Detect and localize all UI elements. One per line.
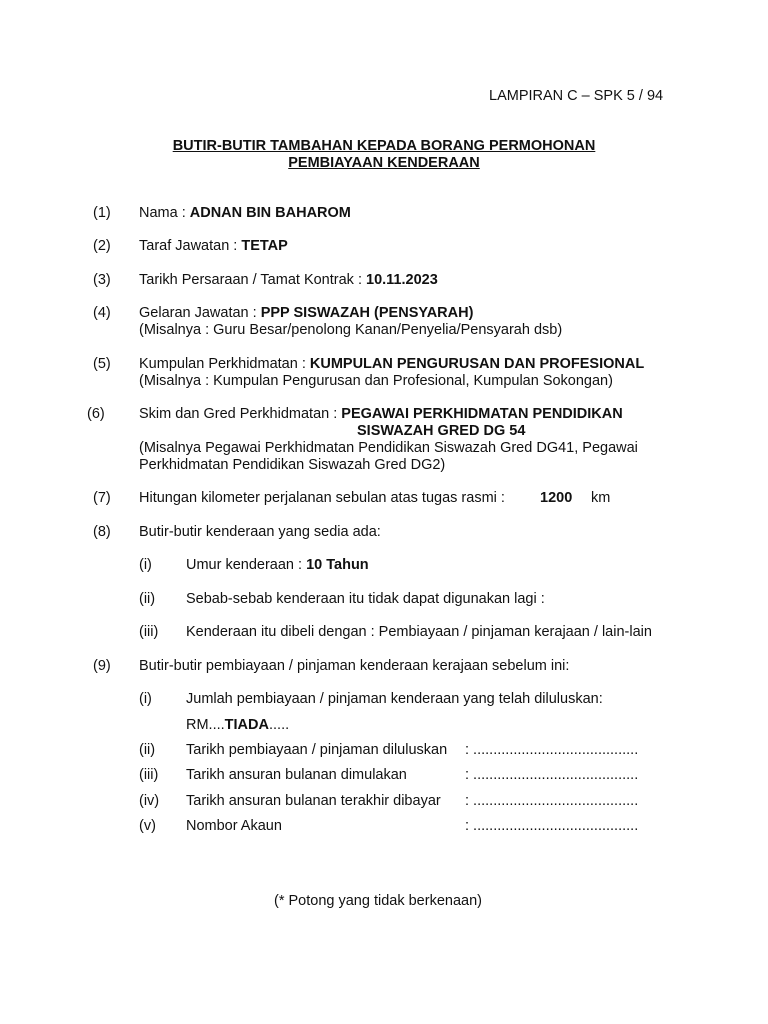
field-label: Skim dan Gred Perkhidmatan : (139, 406, 342, 422)
field-label: Gelaran Jawatan : (139, 305, 261, 321)
sub-item-number: (i) (139, 557, 152, 573)
field-value: PEGAWAI PERKHIDMATAN PENDIDIKAN (341, 406, 623, 422)
sub-item-number: (i) (139, 691, 152, 707)
item-number: (5) (93, 356, 111, 372)
sub-item-nombor-akaun: Nombor Akaun (186, 818, 282, 834)
rm-prefix: RM.... (186, 717, 225, 733)
fill-in-dots: : ......................................... (465, 742, 639, 758)
sub-item-umur-kenderaan (186, 557, 369, 574)
sub-item-ansuran-terakhir: Tarikh ansuran bulanan terakhir dibayar (186, 793, 441, 809)
item-number: (3) (93, 272, 111, 288)
field-value: KUMPULAN PENGURUSAN DAN PROFESIONAL (309, 356, 645, 372)
item-butir-kenderaan: Butir-butir kenderaan yang sedia ada: (139, 524, 381, 540)
sub-item-jumlah-pembiayaan: Jumlah pembiayaan / pinjaman kenderaan yang telah diluluskan: (186, 691, 603, 707)
sub-item-sebab: Sebab-sebab kenderaan itu tidak dapat digunakan lagi : (186, 591, 545, 607)
sub-item-number: (v) (139, 818, 156, 834)
document-title-line2: PEMBIAYAAN KENDERAAN (288, 155, 480, 171)
field-label: Kumpulan Perkhidmatan : (139, 356, 310, 372)
item-number: (2) (93, 238, 111, 254)
item-number: (9) (93, 658, 111, 674)
item-gelaran-jawatan (139, 305, 473, 322)
sub-item-number: (iii) (139, 624, 159, 640)
item-number: (6) (87, 406, 105, 422)
item-nama (139, 205, 351, 222)
field-example-continued: Perkhidmatan Pendidikan Siswazah Gred DG2) (139, 457, 446, 473)
sub-item-tarikh-diluluskan: Tarikh pembiayaan / pinjaman diluluskan (186, 742, 448, 758)
footer-note: (* Potong yang tidak berkenaan) (274, 893, 482, 909)
fill-in-dots: : ......................................... (465, 818, 639, 834)
field-label: Nama : (139, 205, 190, 221)
item-number: (7) (93, 490, 111, 506)
lampiran-reference: LAMPIRAN C – SPK 5 / 94 (489, 88, 664, 104)
field-value: TETAP (241, 238, 288, 254)
field-label: Tarikh Persaraan / Tamat Kontrak : (139, 272, 367, 288)
field-value: PPP SISWAZAH (PENSYARAH) (260, 305, 474, 321)
item-skim-gred (139, 406, 623, 423)
kilometer-unit: km (591, 490, 611, 506)
sub-item-number: (ii) (139, 591, 156, 607)
rm-amount (186, 717, 289, 734)
item-tarikh-persaraan (139, 272, 438, 289)
item-number: (1) (93, 205, 111, 221)
item-kumpulan-perkhidmatan (139, 356, 644, 373)
sub-item-dibeli-dengan: Kenderaan itu dibeli dengan : Pembiayaan / pinjaman kerajaan / lain-lain (186, 624, 652, 640)
item-number: (8) (93, 524, 111, 540)
fill-in-dots: : ......................................... (465, 767, 639, 783)
sub-item-number: (iv) (139, 793, 160, 809)
fill-in-dots: : ......................................... (465, 793, 639, 809)
field-example: (Misalnya Pegawai Perkhidmatan Pendidikan Siswazah Gred DG41, Pegawai (139, 440, 638, 456)
field-example: (Misalnya : Kumpulan Pengurusan dan Profesional, Kumpulan Sokongan) (139, 373, 613, 389)
sub-item-number: (iii) (139, 767, 159, 783)
item-taraf-jawatan (139, 238, 288, 255)
field-label: Taraf Jawatan : (139, 238, 242, 254)
field-value: 10.11.2023 (366, 272, 438, 288)
field-label: Hitungan kilometer perjalanan sebulan atas tugas rasmi : (139, 490, 505, 506)
field-label: Umur kenderaan : (186, 557, 307, 573)
field-value: ADNAN BIN BAHAROM (189, 205, 351, 221)
sub-item-number: (ii) (139, 742, 156, 758)
field-value: 10 Tahun (306, 557, 369, 573)
document-title-line1: BUTIR-BUTIR TAMBAHAN KEPADA BORANG PERMOHONAN (172, 138, 596, 154)
rm-suffix: ..... (268, 717, 290, 733)
sub-item-ansuran-dimulakan: Tarikh ansuran bulanan dimulakan (186, 767, 407, 783)
rm-value: TIADA (224, 717, 269, 733)
field-value-continued: SISWAZAH GRED DG 54 (357, 423, 526, 439)
item-butir-pembiayaan: Butir-butir pembiayaan / pinjaman kenderaan kerajaan sebelum ini: (139, 658, 570, 674)
field-example: (Misalnya : Guru Besar/penolong Kanan/Penyelia/Pensyarah dsb) (139, 322, 563, 338)
item-number: (4) (93, 305, 111, 321)
kilometer-value: 1200 (540, 490, 573, 506)
